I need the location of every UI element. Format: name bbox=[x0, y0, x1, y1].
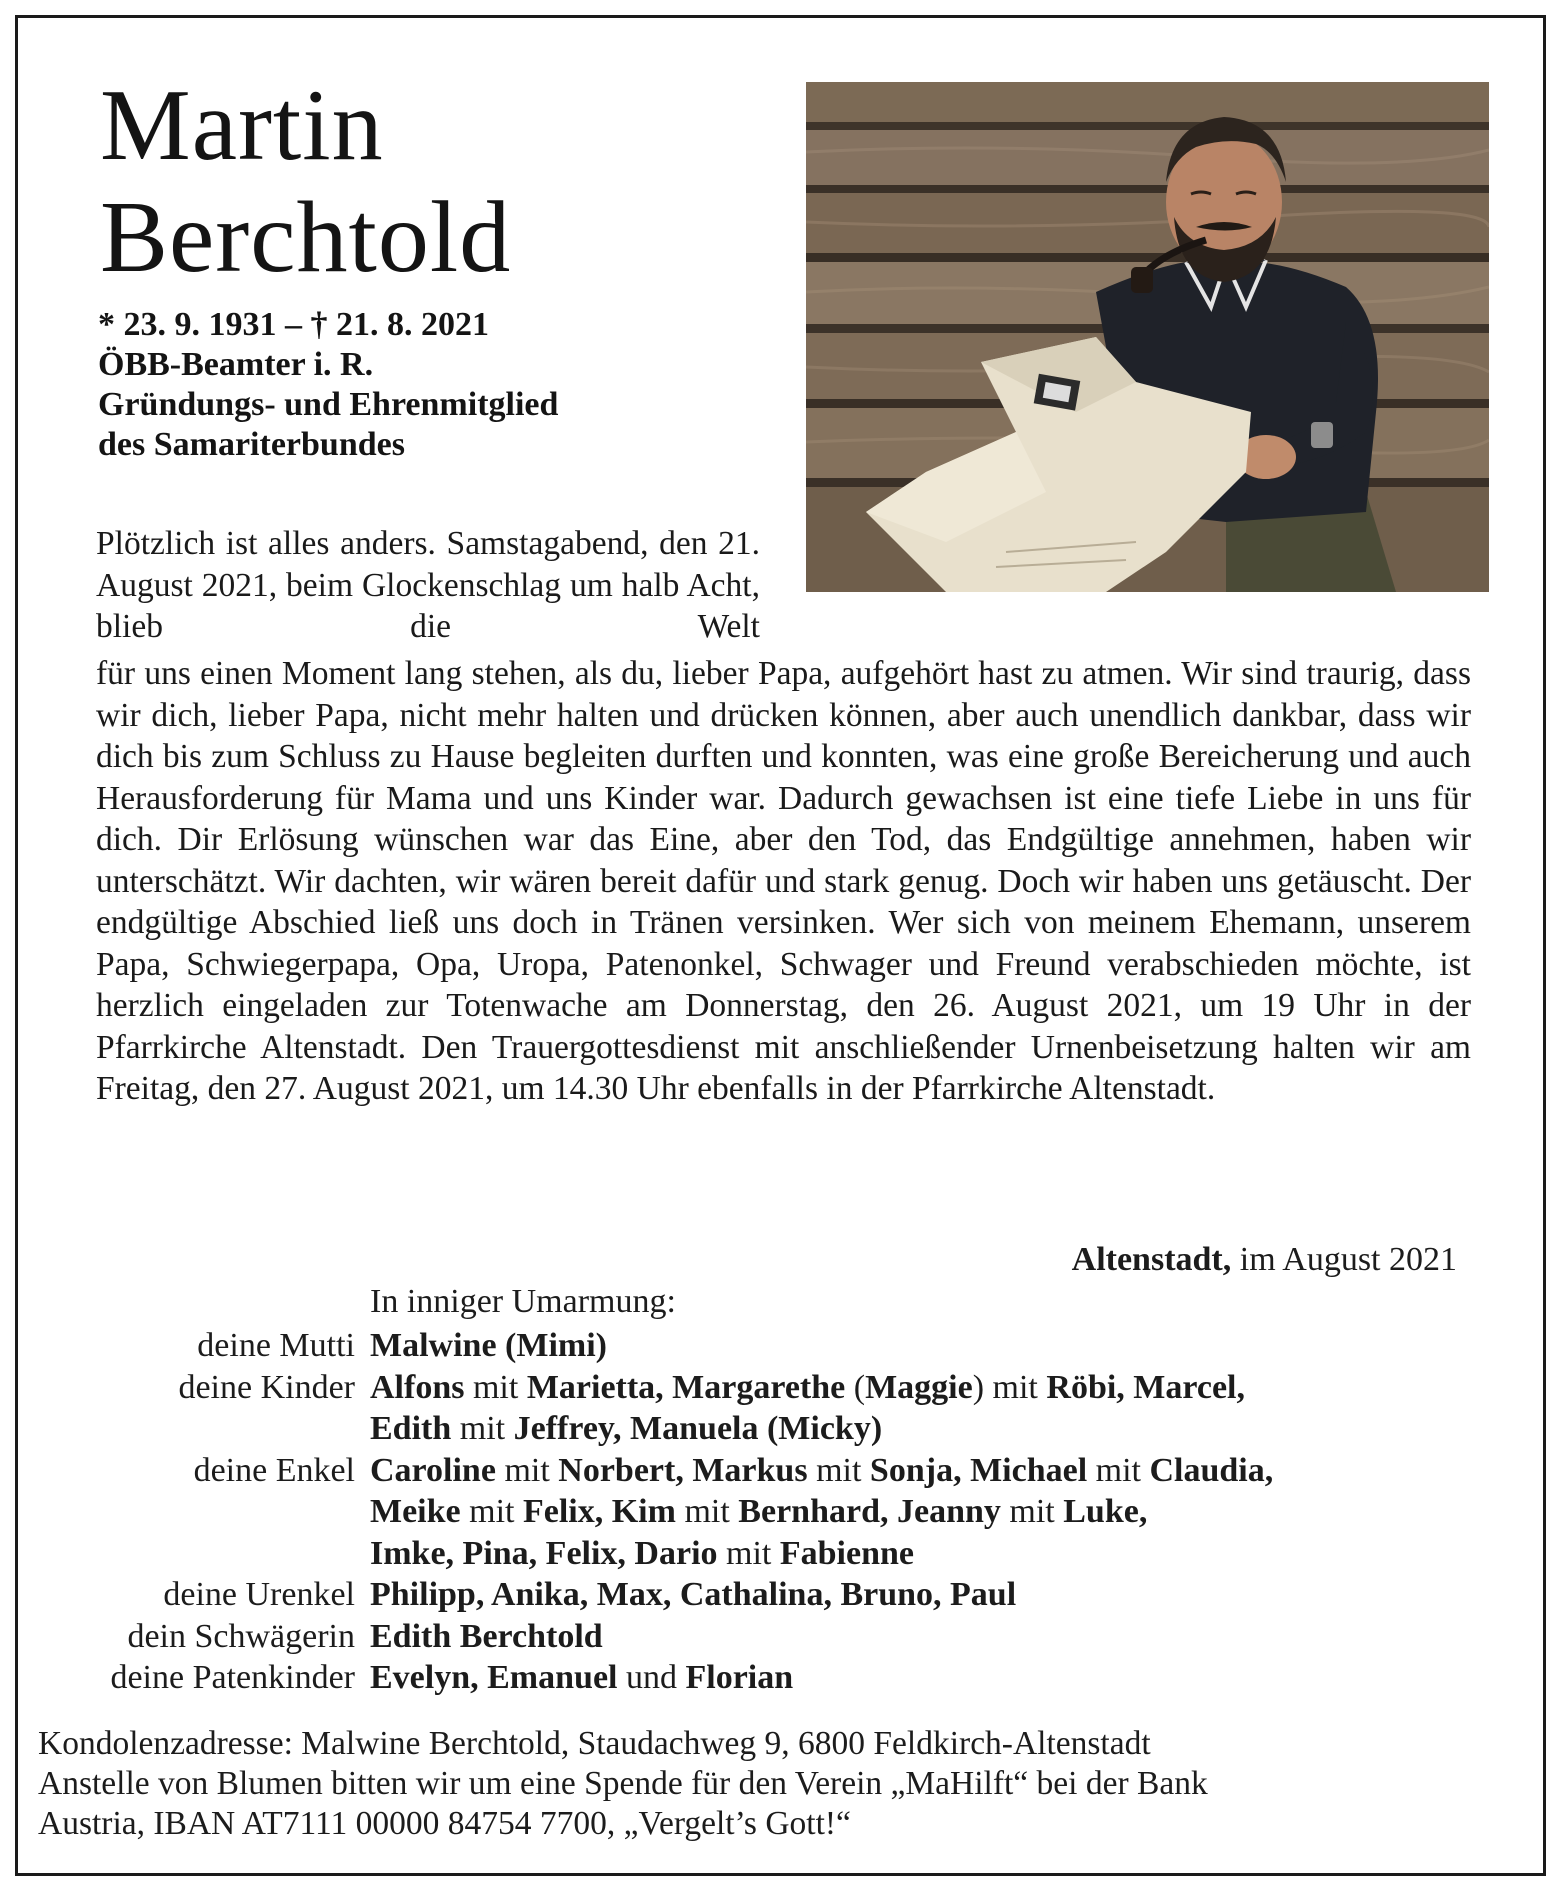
name-group: Luke, bbox=[1063, 1493, 1148, 1530]
name-group: Sonja, Michael bbox=[869, 1451, 1088, 1489]
connector: ) mit bbox=[972, 1368, 1047, 1406]
family-line bbox=[370, 1450, 1550, 1492]
family-names bbox=[370, 1657, 1550, 1699]
connector: mit bbox=[1087, 1451, 1150, 1489]
man-reading-newspaper-photo bbox=[806, 82, 1489, 592]
name-group: Edith bbox=[370, 1410, 452, 1447]
name-group: Jeffrey, Manuela (Micky) bbox=[513, 1410, 883, 1447]
family-row-mother bbox=[30, 1325, 1550, 1367]
name-group: Alfons bbox=[370, 1368, 465, 1406]
name-group: Röbi, Marcel, bbox=[1046, 1368, 1245, 1406]
name-group: Florian bbox=[685, 1659, 794, 1696]
connector: mit bbox=[495, 1451, 559, 1489]
family-line bbox=[370, 1491, 1550, 1533]
family-row-great-grandchildren bbox=[30, 1574, 1550, 1616]
obituary-intro: Plötzlich ist alles anders. Samstagabend, den 21. August 2021, beim Glockenschlag um halb Acht, blieb die Welt bbox=[96, 525, 760, 645]
connector: mit bbox=[717, 1534, 780, 1572]
last-name: Berchtold bbox=[100, 181, 512, 294]
family-line bbox=[370, 1367, 1550, 1409]
connector: mit bbox=[464, 1368, 527, 1406]
portrait-photo bbox=[806, 82, 1489, 592]
relation-label: deine Mutti bbox=[197, 1327, 355, 1364]
name-group: Meike bbox=[370, 1493, 461, 1530]
name-group: Imke, Pina, Felix, Dario bbox=[370, 1534, 718, 1572]
connector: mit bbox=[807, 1451, 870, 1489]
name-group: Norbert, Markus bbox=[558, 1451, 808, 1489]
date: im August 2021 bbox=[1231, 1241, 1457, 1278]
name-group: Felix, Kim bbox=[522, 1493, 676, 1530]
family-names: Edith Berchtold bbox=[370, 1617, 603, 1655]
name-group: Marietta, Margarethe bbox=[526, 1368, 846, 1406]
family-row-children bbox=[30, 1367, 1550, 1450]
deceased-name bbox=[100, 70, 511, 294]
family-names bbox=[370, 1450, 1550, 1575]
place-and-date bbox=[1072, 1240, 1457, 1280]
family-row-sister-in-law bbox=[30, 1616, 1550, 1658]
place: Altenstadt, bbox=[1071, 1241, 1232, 1278]
profession: ÖBB-Beamter i. R. bbox=[98, 346, 374, 383]
donation-line-2: Austria, IBAN AT7111 00000 84754 7700, „Vergelt’s Gott!“ bbox=[38, 1805, 851, 1842]
relation-label: dein Schwägerin bbox=[127, 1617, 355, 1655]
family-row-grandchildren bbox=[30, 1450, 1550, 1575]
family-line bbox=[370, 1533, 1550, 1575]
relation-label: deine Patenkinder bbox=[110, 1659, 355, 1696]
condolence-address: Kondolenzadresse: Malwine Berchtold, Staudachweg 9, 6800 Feldkirch-Altenstadt bbox=[38, 1725, 1151, 1762]
connector: und bbox=[617, 1659, 686, 1696]
connector: mit bbox=[1000, 1493, 1064, 1530]
relation-label: deine Enkel bbox=[193, 1451, 355, 1489]
name-group: Fabienne bbox=[779, 1534, 914, 1572]
obituary-main: für uns einen Moment lang stehen, als du, lieber Papa, aufgehört hast zu atmen. Wir sind traurig, dass wir dich, lieber Papa, nicht mehr halten und drücken können, aber auch unendlich dankbar, dass wir dich bis zum Schluss zu Hause begleiten durften und konnten, was eine große Bereicherung und auch Herausforderung für Mama und uns Kinder war. Dadurch gewachsen ist eine tiefe Liebe in uns für dich. Dir Erlösung wünschen war das Eine, aber den Tod, das Endgültige annehmen, haben wir unterschätzt. Wir dachten, wir wären bereit dafür und stark genug. Doch wir haben uns getäuscht. Der endgültige Abschied ließ uns doch in Tränen versinken. Wer sich von meinem Ehemann, unserem Papa, Schwiegerpapa, Opa, Uropa, Patenonkel, Schwager und Freund verabschieden möchte, ist herzlich eingeladen zur Totenwache am Donnerstag, den 26. August 2021, um 19 Uhr in der Pfarrkirche Altenstadt. Den Trauergottesdienst mit anschließender Urnenbeisetzung halten wir am Freitag, den 27. August 2021, um 14.30 Uhr ebenfalls in der Pfarrkirche Altenstadt. bbox=[96, 655, 1471, 1107]
relation-label: deine Kinder bbox=[178, 1368, 355, 1406]
embrace-line: In inniger Umarmung: bbox=[370, 1283, 676, 1320]
family-names: Philipp, Anika, Max, Cathalina, Bruno, Paul bbox=[370, 1576, 1017, 1613]
connector: mit bbox=[460, 1493, 523, 1530]
relation-label: deine Urenkel bbox=[163, 1576, 355, 1613]
name-group: Claudia, bbox=[1149, 1451, 1274, 1489]
life-dates: * 23. 9. 1931 – † 21. 8. 2021 bbox=[98, 306, 489, 343]
deceased-details bbox=[98, 305, 738, 465]
family-line bbox=[370, 1408, 1550, 1450]
connector: mit bbox=[675, 1493, 739, 1530]
connector: ( bbox=[845, 1368, 866, 1406]
membership-line-2: des Samariterbundes bbox=[98, 426, 405, 463]
family-names bbox=[370, 1367, 1550, 1450]
name-group: Evelyn, Emanuel bbox=[370, 1659, 618, 1696]
membership-line-1: Gründungs- und Ehrenmitglied bbox=[98, 386, 559, 423]
name-group: Bernhard, Jeanny bbox=[738, 1493, 1001, 1530]
name-group: Caroline bbox=[370, 1451, 496, 1489]
family-row-godchildren bbox=[30, 1657, 1550, 1699]
footer-info bbox=[38, 1724, 1528, 1844]
donation-line-1: Anstelle von Blumen bitten wir um eine Spende für den Verein „MaHilft“ bei der Bank bbox=[38, 1765, 1208, 1802]
first-name: Martin bbox=[100, 69, 384, 182]
obituary-text bbox=[96, 523, 1471, 1110]
connector: mit bbox=[451, 1410, 514, 1447]
family-names: Malwine (Mimi) bbox=[370, 1327, 607, 1364]
mourners-list bbox=[30, 1325, 1550, 1699]
name-group: Maggie bbox=[865, 1368, 973, 1406]
